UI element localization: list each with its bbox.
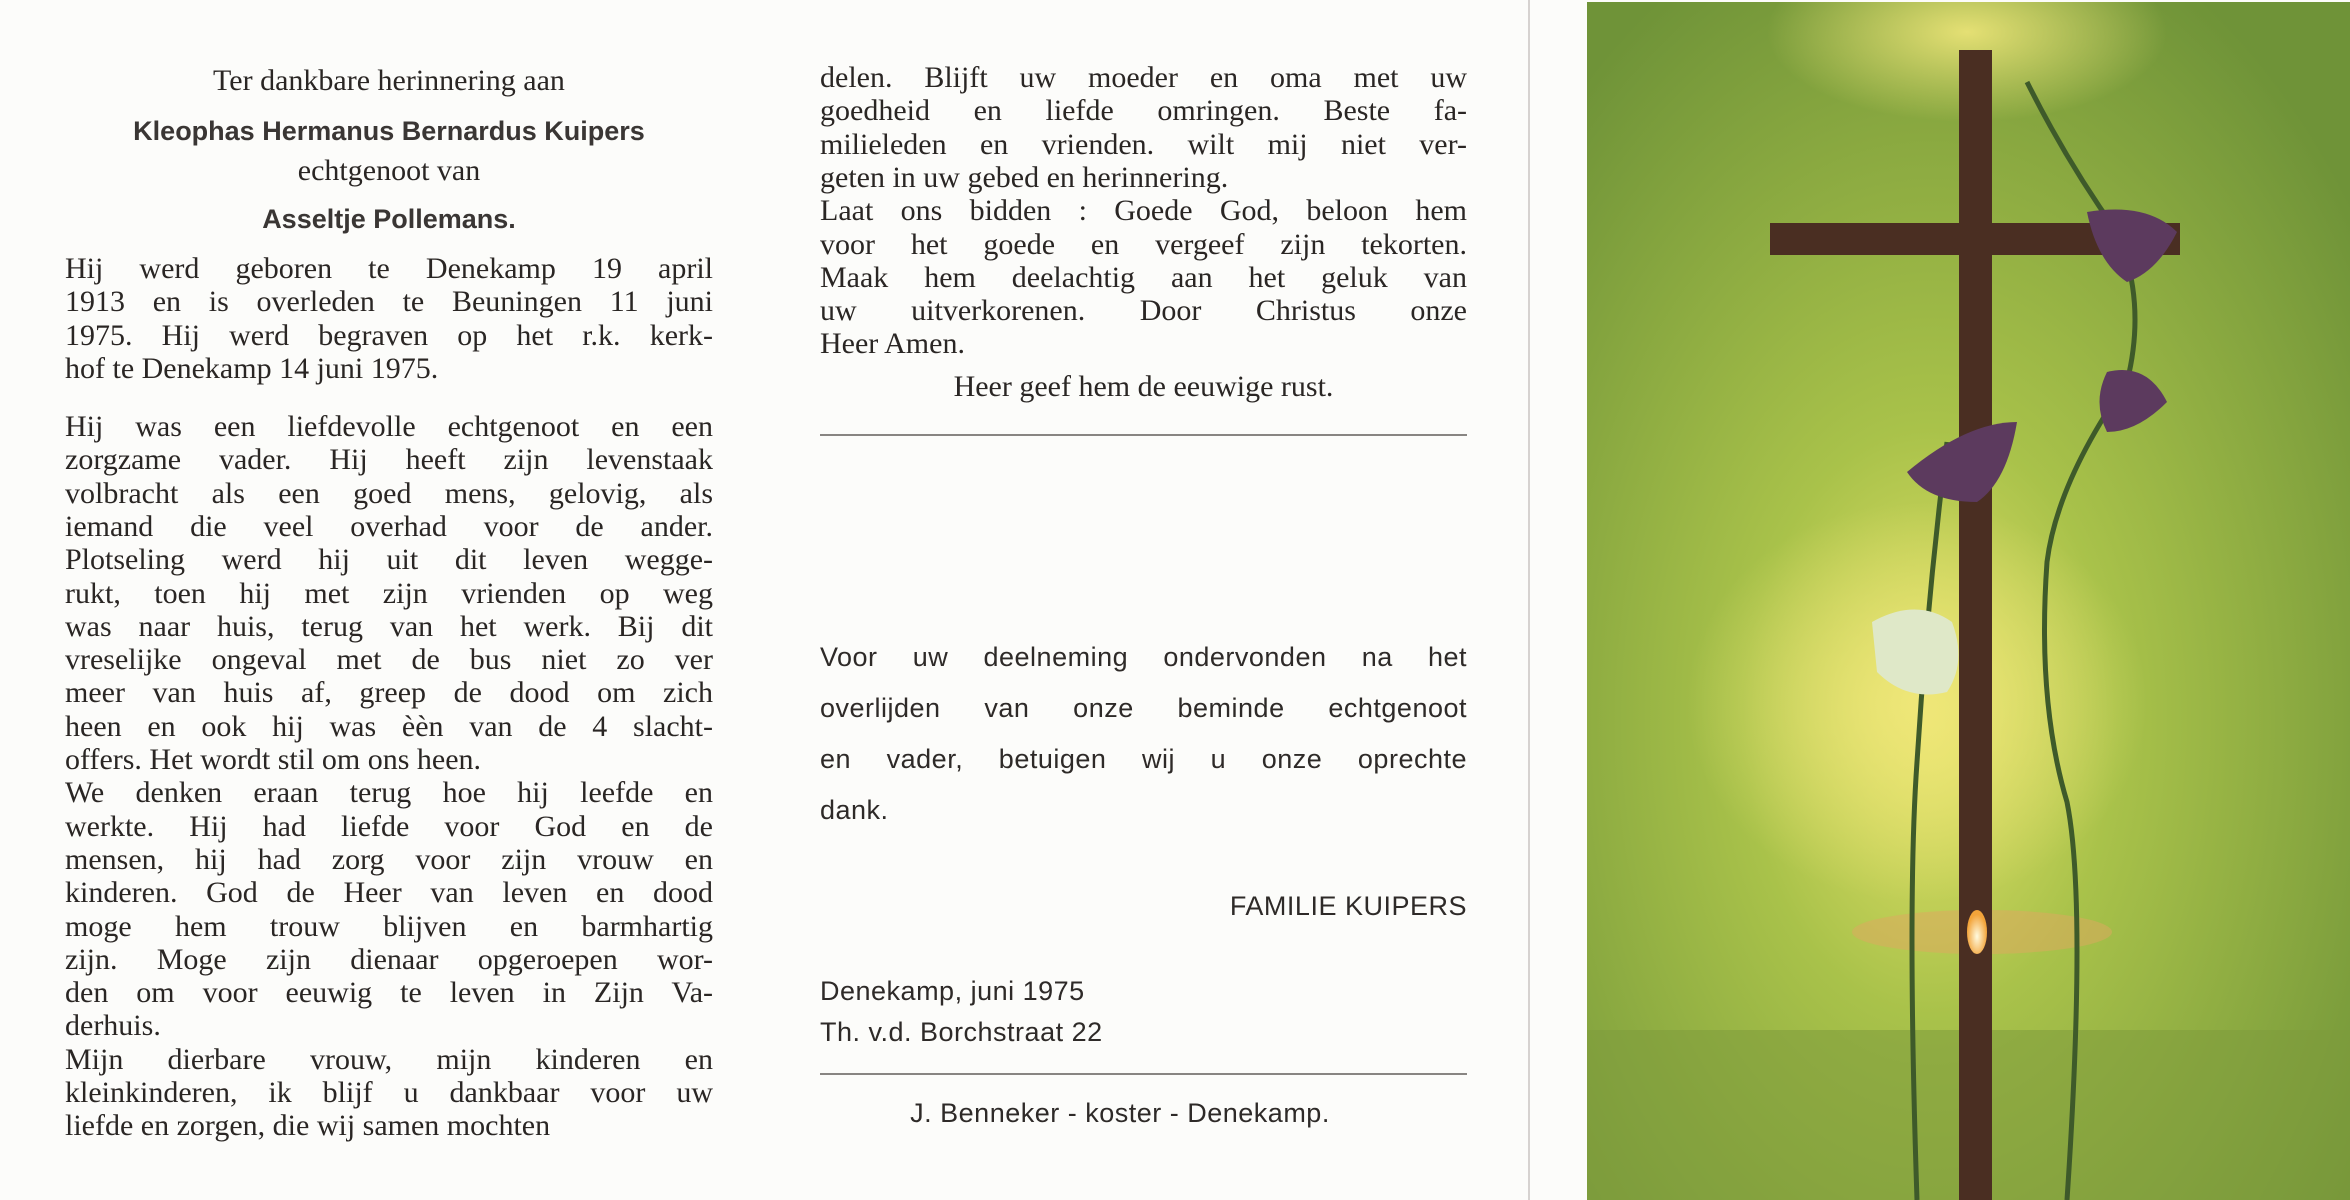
spouse-name: Asseltje Pollemans. [262,204,516,234]
text-line: moge hem trouw blijven en barmhartig [65,909,713,943]
text-line: We denken eraan terug hoe hij leefde en [65,776,713,810]
text-line: 1975. Hij werd begraven op het r.k. kerk- [65,318,713,352]
text-line: offers. Het wordt stil om ons heen. [65,743,482,776]
printer-credit: J. Benneker - koster - Denekamp. [910,1098,1330,1128]
text-line: derhuis. [65,1009,161,1043]
text-line: zorgzame vader. Hij heeft zijn levenstaak [65,443,713,477]
card-fold-line [1528,0,1530,1200]
text-line: Maak hem deelachtig aan het geluk van [820,260,1467,294]
text-line: dank. [820,795,889,825]
text-line: voor het goede en vergeef zijn tekorten. [820,227,1467,261]
text-line: volbracht als een goed mens, gelovig, als [65,476,713,510]
text-line: 1913 en is overleden te Beuningen 11 juni [65,285,713,319]
candle-flame-icon [1967,910,1987,954]
family-signature: FAMILIE KUIPERS [1229,891,1467,921]
text-line: hof te Denekamp 14 juni 1975. [65,351,439,385]
text-line: kinderen. God de Heer van leven en dood [65,876,713,910]
prayer-close: Heer geef hem de eeuwige rust. [953,370,1334,403]
text-line: Mijn dierbare vrouw, mijn kinderen en [65,1042,713,1076]
text-line: den om voor eeuwig te leven in Zijn Va- [65,976,713,1010]
spouse-prefix: echtgenoot van [297,154,481,187]
divider-line [820,1073,1467,1075]
text-line: iemand die veel overhad voor de ander. [65,509,713,543]
text-line: goedheid en liefde omringen. Beste fa- [820,94,1467,128]
text-line: Hij werd geboren te Denekamp 19 april [65,252,713,285]
text-line: Hij was een liefdevolle echtgenoot en een [65,410,713,443]
text-line: werkte. Hij had liefde voor God en de [65,809,713,843]
text-line: zijn. Moge zijn dienaar opgeroepen wor- [65,942,713,976]
text-line: uw uitverkorenen. Door Christus onze [820,294,1467,328]
text-line: kleinkinderen, ik blijf u dankbaar voor uw [65,1076,713,1109]
divider-line [820,434,1467,436]
intro-text: Ter dankbare herinnering aan [213,64,565,97]
text-line: Laat ons bidden : Goede God, beloon hem [820,194,1467,228]
text-line: heen en ook hij was èèn van de 4 slacht- [65,709,713,743]
deceased-name: Kleophas Hermanus Bernardus Kuipers [133,116,645,146]
text-line: was naar huis, terug van het werk. Bij dit [65,609,713,643]
text-line: liefde en zorgen, die wij samen mochten [65,1109,551,1143]
text-line: Heer Amen. [820,327,965,361]
text-line: geten in uw gebed en herinnering. [820,160,1229,194]
text-line: milieleden en vrienden. wilt mij niet ver- [820,127,1467,161]
text-line: en vader, betuigen wij u onze oprechte [820,744,1467,774]
cross-with-flowers-and-candle-image [1587,2,2350,1200]
address: Th. v.d. Borchstraat 22 [820,1017,1103,1047]
text-line: rukt, toen hij met zijn vrienden op weg [65,576,713,610]
text-line: meer van huis af, greep de dood om zich [65,676,713,710]
text-line: overlijden van onze beminde echtgenoot [820,693,1467,723]
place-date: Denekamp, juni 1975 [820,976,1085,1006]
text-line: delen. Blijft uw moeder en oma met uw [820,61,1467,94]
text-line: mensen, hij had zorg voor zijn vrouw en [65,842,713,876]
text-line: Plotseling werd hij uit dit leven wegge- [65,543,713,577]
text-line: vreselijke ongeval met de bus niet zo ver [65,643,713,677]
text-line: Voor uw deelneming ondervonden na het [820,642,1467,672]
